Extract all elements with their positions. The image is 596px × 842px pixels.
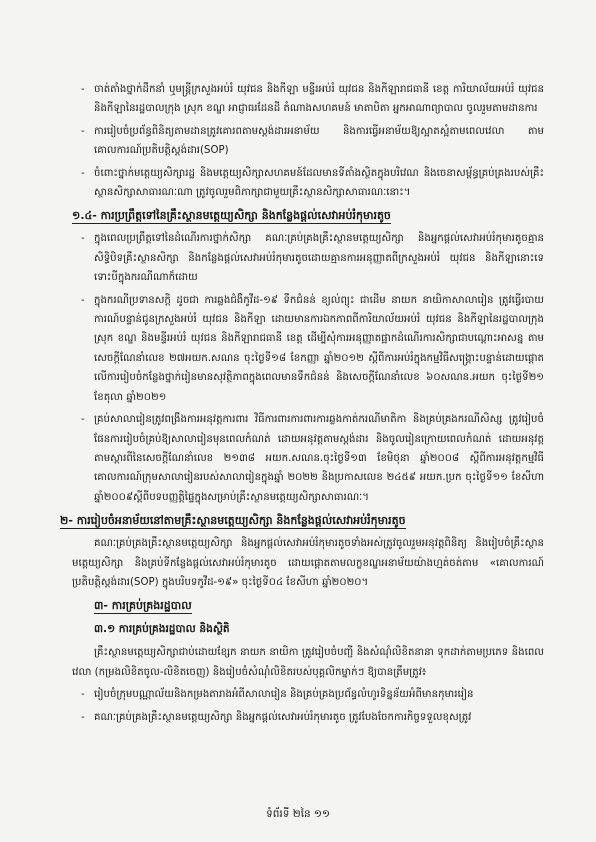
bullet-dash: -: [81, 711, 85, 723]
paragraph-section-3-1: គ្រឹះស្ថានមត្តេយ្យសិក្សាជាប់ដោយខ្សែក នាយក នាយិកា ត្រូវរៀបចំបញ្ជី និងសំណុំលិខិតនានា ទុកដាក់តាមប្រភេទ និងពេលវេលា (កម្រងលិខិតចូល-លិខិតចេញ) និងរៀបចំសំណុំលិខិតរបស់បុគ្គលិកម្នាក់ៗ ឱ្យបានត្រឹមត្រូវ៖: [72, 647, 544, 678]
subsection-heading-3-1: ៣.១ ការគ្រប់គ្រងរដ្ឋបាល និងស្ថិតិ: [94, 623, 230, 636]
page-number: ទំព័រទី ២នៃ ១១: [266, 808, 330, 820]
section-heading-3: ៣- ការគ្រប់គ្រងរដ្ឋបាល: [94, 599, 192, 613]
bullet-dash: -: [81, 689, 85, 701]
bullet-text: គណៈគ្រប់គ្រងគ្រឹះស្ថានមត្តេយ្យសិក្សា និងអ្នកផ្តល់សេវាអប់រំកុមារតូច ត្រូវបែងចែកការកិច្ចទទួលខុសត្រូវ: [94, 711, 472, 723]
section-heading-2: ២- ការរៀបចំអនាម័យនៅតាមគ្រឹះស្ថានមត្តេយ្យសិក្សា និងកន្លែងផ្តល់សេវាអប់រំកុមារតូច: [60, 514, 406, 528]
list-item: [72, 122, 544, 161]
bullet-dash: -: [81, 294, 85, 306]
bullet-text: គ្រប់សាលារៀនត្រូវពង្រឹងការអនុវត្តការពារ វិធីការពារការពារការឆ្លងកាត់ករណីមាតិកា និងគ្រប់គ្រងករណីសិស្ស ត្រូវរៀបចំផែនការរៀបចំគ្រប់ឱ្យសាលារៀនមុនពេលកំណត់ ដោយអនុវត្តតាមស្តង់ដារ និងចូលរៀនក្រោយពេលកំណត់ ដោយអនុវត្តតាមស្តារពីនៃសេចក្ដីណែនាំលេខ ២១៣៨ អយក.សណន.ចុះថ្ងៃទី១៣ ខែមិថុនា ឆ្នាំ២០០៨ ស្តីពីការអនុវត្តកម្មវិធីគោលការណ៍ក្រុមសាលារៀនរបស់សាលារៀនក្នុងឆ្នាំ ២០២២ និងប្រកាសលេខ ២៤៥៩ អយក.ប្រក ចុះថ្ងៃទី១១ ខែសីហា ឆ្នាំ២០០៩ស្តីពីបទបញ្ញត្តិផ្ទៃក្នុងសម្រាប់គ្រឹះស្ថានមត្តេយ្យសិក្សាសាធារណៈ។: [94, 414, 544, 503]
list-item: [72, 685, 544, 704]
paragraph-section-2: គណៈគ្រប់គ្រងគ្រឹះស្ថានមត្តេយ្យសិក្សា និងអ្នកផ្តល់សេវាអប់រំកុមារតូចទាំងអស់ត្រូវចូលរួមអនុវត្តពិនិត្យ និងរៀបចំគ្រឹះស្ថានមត្តេយ្យសិក្សា និងគ្រប់ទីកន្លែងផ្តល់សេវាអប់រំកុមារតូច ដោយផ្តោតតាមលក្ខខណ្ឌអនាម័យយ៉ាងហ្មត់ចត់តាម «គោលការណ៍ប្រតិបត្តិស្តង់ដារ(SOP) ក្នុងបរិបទកូវីដ-១៩» ចុះថ្ងៃទី០៤ ខែសីហា ឆ្នាំ២០២០។: [72, 538, 544, 588]
bullet-text: រៀបចំក្រុមបណ្ណាល័យនិងកម្រងតារាងអំពីសាលារៀន និងគ្រប់គ្រងប្រព័ន្ធលំហូរទិន្នន័យអំពីមានកុមាររៀន: [94, 689, 474, 701]
list-item: [72, 708, 544, 727]
bullet-dash: -: [81, 84, 85, 95]
section-heading-1-4: ១.៤- ការប្រព្រឹត្តទៅនៃគ្រឹះស្ថានមត្តេយ្យសិក្សា និងកន្លែងផ្តល់សេវាអប់រំកុមារតូច: [72, 209, 391, 223]
list-item: [72, 410, 544, 507]
bullet-dash: -: [81, 125, 85, 137]
bullet-dash: -: [81, 233, 85, 245]
list-item: [72, 80, 544, 119]
bullet-text: ការរៀបចំប្រព័ន្ធពិនិត្យតាមដានត្រូវគោរពតាមស្តង់ដារអនាម័យ និងការធ្វើអនាម័យឱ្យស្អាតស្អំតាមពេលវេលា តាមគោលការណ៍ប្រតិបត្តិស្តង់ដារ(SOP): [94, 125, 544, 157]
bullet-text: ក្នុងពេលប្រព្រឹត្តទៅនៃដំណើរការថ្នាក់សិក្សា គណៈគ្រប់គ្រងគ្រឹះស្ថានមត្តេយ្យសិក្សា និងអ្នកផ្តល់សេវាអប់រំកុមារតូចគ្មានសិទ្ធិបិទគ្រឹះស្ថានសិក្សា និងកន្លែងផ្តល់សេវាអប់រំកុមារតូចដោយគ្មានការអនុញ្ញាតពីក្រសួងអប់រំ យុវជន និងកីឡានោះទេ ទោះបីក្នុងករណីណាក៏ដោយ: [94, 233, 544, 284]
list-item: [72, 164, 544, 203]
bullet-text: ក្នុងករណីប្រទានសក្ដិ ដូចជា ការឆ្លងជំងឺកូវីដ-១៩ ទឹកជំនន់ ខ្យល់ព្យុះ ជាដើម នាយក នាយិកាសាលារៀន ត្រូវធ្វើរបាយការណ៍បន្ទាន់ជូនក្រសួងអប់រំ យុវជន និងកីឡា ដោយមានការឯកភាពពីការិយាល័យអប់រំ យុវជន និងកីឡានៃរដ្ឋបាលក្រុង ស្រុក ខណ្ឌ និងមន្ទីរអប់រំ យុវជន និងកីឡារាជធានី ខេត្ត ដើម្បីសុំការអនុញ្ញាតផ្អាកដំណើរការសិក្សាជាបណ្ដោះអាសន្ន តាមសេចក្ដីណែនាំលេខ ២៧អយក.សណន ចុះថ្ងៃទី១៨ ខែកញ្ញា ឆ្នាំ២០១២ ស្តីពីការអប់រំក្នុងកម្មវិធីសង្គ្រោះបន្ទាន់ដោយផ្តោតលើការរៀបចំកន្លែងថ្នាក់រៀនមានសុវត្ថិភាពក្នុងពេលមានទឹកជំនន់ និងសេចក្ដីណែនាំលេខ ៦០សណន.អយក ចុះថ្ងៃទី២១ ខែតុលា ឆ្នាំ២០២១: [94, 294, 544, 403]
list-item: [72, 291, 544, 407]
bullet-text: ចំពោះថ្នាក់មត្តេយ្យសិក្សារដ្ឋ និងមត្តេយ្យសិក្សាសហគមន៍ដែលមានទីតាំងស្ថិតក្នុងបរិវេណ និងចេនាសម្ព័ន្ធគ្រប់គ្រងរបស់គ្រឹះស្ថានសិក្សាសាធារណៈណា ត្រូវចូលរួមពិភាក្សាជាមួយគ្រឹះស្ថានសិក្សាសាធារណៈនោះ។: [94, 167, 544, 199]
list-item: [72, 229, 544, 287]
bullet-text: ចាត់តាំងថ្នាក់ដឹកនាំ ឬមន្ត្រីក្រសួងអប់រំ យុវជន និងកីឡា មន្ទីរអប់រំ យុវជន និងកីឡារាជធានី ខេត្ត ការិយាល័យអប់រំ យុវជន និងកីឡានៃរដ្ឋបាលក្រុង ស្រុក ខណ្ឌ អាជ្ញាធរដែនដី តំណាងសហគមន៍ មាតាបិតា អ្នកអាណាព្យាបាល ចូលរួមតាមដានការ: [94, 84, 544, 115]
bullet-dash: -: [81, 167, 85, 179]
bullet-dash: -: [81, 414, 85, 426]
